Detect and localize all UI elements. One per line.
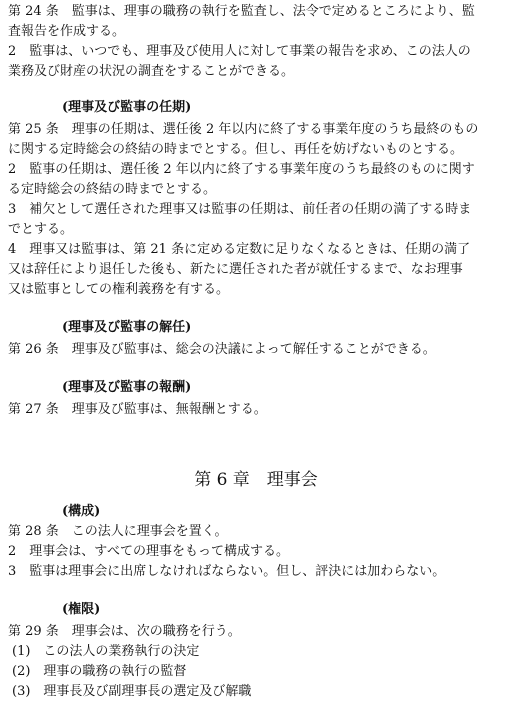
article-28-line-1: 第 28 条 この法人に理事会を置く。 <box>8 524 228 539</box>
list-item: (2) 理事の職務の執行の監督 <box>12 664 187 679</box>
article-25-line-2: に関する定時総会の終結の時までとする。但し、再任を妨げないものとする。 <box>8 142 464 157</box>
chapter-6-title: 第 6 章 理事会 <box>194 470 318 490</box>
article-29-line-1: 第 29 条 理事会は、次の職務を行う。 <box>8 624 241 639</box>
list-item: (1) この法人の業務執行の決定 <box>12 644 200 659</box>
article-26-line-1: 第 26 条 理事及び監事は、総会の決議によって解任することができる。 <box>8 342 436 357</box>
article-25-line-3: 2 監事の任期は、選任後 2 年以内に終了する事業年度のうち最終のものに関す <box>8 162 475 177</box>
article-25-line-1: 第 25 条 理事の任期は、選任後 2 年以内に終了する事業年度のうち最終のもの <box>8 122 479 137</box>
article-27-heading: (理事及び監事の報酬) <box>62 380 192 395</box>
article-27-line-1: 第 27 条 理事及び監事は、無報酬とする。 <box>8 402 267 417</box>
list-item: (3) 理事長及び副理事長の選定及び解職 <box>12 684 252 699</box>
article-24-line-3: 2 監事は、いつでも、理事及び使用人に対して事業の報告を求め、この法人の <box>8 44 471 59</box>
article-25-line-6: でとする。 <box>8 222 74 237</box>
article-29-heading: (権限) <box>62 602 101 617</box>
article-25-heading: (理事及び監事の任期) <box>62 100 192 115</box>
article-25-line-5: 3 補欠として選任された理事又は監事の任期は、前任者の任期の満了する時ま <box>8 202 472 217</box>
article-28-line-3: 3 監事は理事会に出席しなければならない。但し、評決には加わらない。 <box>8 564 446 579</box>
article-24-line-2: 査報告を作成する。 <box>8 24 126 39</box>
article-25-line-9: 又は監事としての権利義務を有する。 <box>8 282 230 297</box>
article-25-line-4: る定時総会の終結の時までとする。 <box>8 182 217 197</box>
article-28-heading: (構成) <box>62 504 101 519</box>
article-26-heading: (理事及び監事の解任) <box>62 320 192 335</box>
article-24-line-1: 第 24 条 監事は、理事の職務の執行を監査し、法令で定めるところにより、監 <box>8 4 475 19</box>
article-25-line-8: 又は辞任により退任した後も、新たに選任された者が就任するまで、なお理事 <box>8 262 463 277</box>
article-24-line-4: 業務及び財産の状況の調査をすることができる。 <box>8 64 295 79</box>
article-25-line-7: 4 理事又は監事は、第 21 条に定める定数に足りなくなるときは、任期の満了 <box>8 242 471 257</box>
article-28-line-2: 2 理事会は、すべての理事をもって構成する。 <box>8 544 290 559</box>
